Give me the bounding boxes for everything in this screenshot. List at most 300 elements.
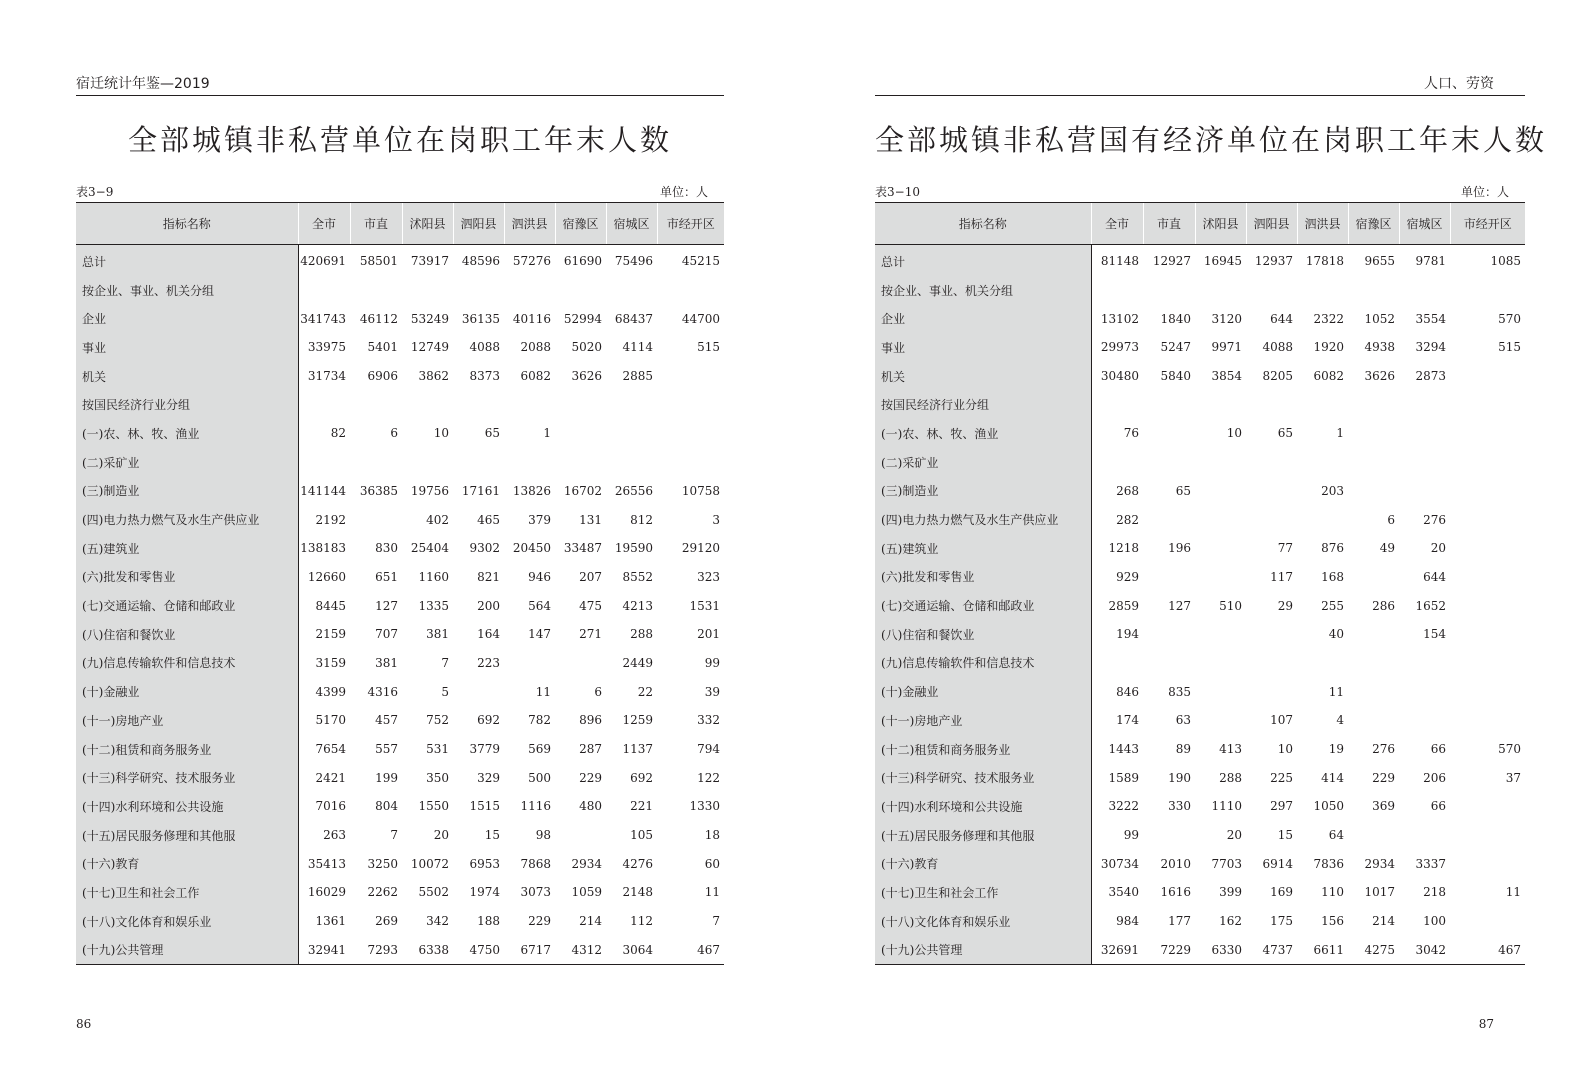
data-cell: 17161 <box>461 483 500 498</box>
table-row <box>875 591 1525 620</box>
data-cell <box>1297 390 1348 419</box>
header-rule <box>875 95 1525 96</box>
data-cell <box>1348 620 1399 649</box>
data-cell: 40 <box>1328 627 1344 642</box>
data-cell: 804 <box>375 799 398 814</box>
data-cell: 53249 <box>410 311 449 326</box>
data-cell: 500 <box>528 770 551 785</box>
unit-label: 单位：人 <box>1461 185 1510 199</box>
column-header: 泗洪县 <box>1297 203 1348 245</box>
data-cell: 207 <box>579 569 602 584</box>
data-cell: 30734 <box>1100 856 1139 871</box>
data-cell <box>1399 821 1450 850</box>
data-cell: 8373 <box>469 369 500 384</box>
data-cell: 206 <box>1423 770 1446 785</box>
data-cell: 32941 <box>298 936 350 965</box>
data-cell: 177 <box>1168 914 1191 929</box>
data-cell: 73917 <box>410 254 449 269</box>
data-cell <box>1246 477 1297 506</box>
data-cell: 200 <box>477 598 500 613</box>
data-cell <box>1091 276 1143 305</box>
data-cell: 475 <box>579 598 602 613</box>
data-cell: 896 <box>579 713 602 728</box>
row-label: (九)信息传输软件和信息技术 <box>76 649 298 678</box>
data-cell: 39 <box>704 684 720 699</box>
data-cell <box>657 362 724 391</box>
data-cell <box>1348 390 1399 419</box>
data-cell: 194 <box>1116 627 1139 642</box>
data-cell: 984 <box>1116 914 1139 929</box>
data-cell: 174 <box>1116 713 1139 728</box>
data-cell: 199 <box>375 770 398 785</box>
unit-label: 单位：人 <box>660 185 709 199</box>
data-cell: 3120 <box>1211 311 1242 326</box>
data-cell: 9781 <box>1415 254 1446 269</box>
data-cell: 20450 <box>512 541 551 556</box>
data-cell: 82 <box>330 426 346 441</box>
data-cell: 61690 <box>563 254 602 269</box>
row-label: 企业 <box>76 304 298 333</box>
data-cell: 288 <box>630 627 653 642</box>
data-cell: 164 <box>477 627 500 642</box>
table-row <box>76 936 724 965</box>
column-header: 宿城区 <box>606 203 657 245</box>
data-cell: 16702 <box>563 483 602 498</box>
data-cell: 2934 <box>1364 856 1395 871</box>
table-row <box>76 276 724 305</box>
row-label: (四)电力热力燃气及水生产供应业 <box>875 505 1091 534</box>
row-label: (十八)文化体育和娱乐业 <box>875 907 1091 936</box>
data-cell: 271 <box>579 627 602 642</box>
data-cell: 6338 <box>402 936 453 965</box>
data-cell: 510 <box>1219 598 1242 613</box>
table-row <box>875 477 1525 506</box>
data-cell: 64 <box>1328 828 1344 843</box>
data-cell: 4088 <box>469 340 500 355</box>
data-cell: 10 <box>1226 426 1242 441</box>
data-cell: 19756 <box>410 483 449 498</box>
data-cell: 457 <box>375 713 398 728</box>
data-cell: 138183 <box>300 541 346 556</box>
data-cell: 156 <box>1321 914 1344 929</box>
data-cell <box>298 448 350 477</box>
data-cell <box>402 276 453 305</box>
data-cell: 3862 <box>418 369 449 384</box>
data-cell: 5020 <box>571 340 602 355</box>
data-cell: 203 <box>1321 483 1344 498</box>
data-cell: 782 <box>528 713 551 728</box>
data-cell: 1017 <box>1364 885 1395 900</box>
data-cell: 229 <box>528 914 551 929</box>
data-cell: 5840 <box>1160 369 1191 384</box>
data-cell: 4399 <box>315 684 346 699</box>
data-cell <box>1195 706 1246 735</box>
data-cell: 288 <box>1219 770 1242 785</box>
table-row <box>76 763 724 792</box>
data-cell: 99 <box>1123 828 1139 843</box>
data-cell: 515 <box>1498 340 1521 355</box>
table-row <box>875 763 1525 792</box>
table-row <box>875 706 1525 735</box>
data-cell <box>1450 390 1525 419</box>
data-cell: 1110 <box>1211 799 1242 814</box>
data-cell: 229 <box>1372 770 1395 785</box>
data-cell: 1059 <box>571 885 602 900</box>
table-header-row <box>875 203 1525 245</box>
data-cell <box>606 419 657 448</box>
table-row <box>76 419 724 448</box>
row-label: (三)制造业 <box>875 477 1091 506</box>
data-cell: 65 <box>1277 426 1293 441</box>
data-cell <box>1143 649 1195 678</box>
data-cell <box>1450 505 1525 534</box>
data-cell <box>1091 649 1143 678</box>
table-title: 全部城镇非私营国有经济单位在岗职工年末人数 <box>875 123 1548 157</box>
data-cell: 12749 <box>410 340 449 355</box>
data-cell: 1443 <box>1108 742 1139 757</box>
data-cell <box>555 649 606 678</box>
row-label: (八)住宿和餐饮业 <box>76 620 298 649</box>
data-cell: 3064 <box>606 936 657 965</box>
data-cell <box>606 390 657 419</box>
data-cell <box>1348 419 1399 448</box>
data-cell <box>1399 448 1450 477</box>
data-cell: 2885 <box>622 369 653 384</box>
data-cell: 4114 <box>622 340 653 355</box>
column-header: 宿城区 <box>1399 203 1450 245</box>
row-label: (十二)租赁和商务服务业 <box>875 735 1091 764</box>
data-cell: 330 <box>1168 799 1191 814</box>
table-row <box>875 245 1525 276</box>
data-cell: 7836 <box>1313 856 1344 871</box>
data-cell: 26556 <box>614 483 653 498</box>
data-cell: 11 <box>704 885 720 900</box>
table-row <box>875 620 1525 649</box>
data-cell <box>1195 276 1246 305</box>
data-cell: 3294 <box>1415 340 1446 355</box>
table-row <box>875 907 1525 936</box>
data-cell <box>1348 821 1399 850</box>
data-cell: 570 <box>1498 742 1521 757</box>
data-cell: 58501 <box>359 254 398 269</box>
data-cell: 570 <box>1498 311 1521 326</box>
data-cell: 1116 <box>520 799 551 814</box>
data-cell: 12927 <box>1152 254 1191 269</box>
data-cell: 8552 <box>622 569 653 584</box>
data-cell <box>298 390 350 419</box>
data-cell: 77 <box>1277 541 1293 556</box>
column-header: 全市 <box>298 203 350 245</box>
table-row <box>76 304 724 333</box>
data-cell: 11 <box>1505 885 1521 900</box>
data-cell: 201 <box>697 627 720 642</box>
data-cell <box>1450 677 1525 706</box>
data-cell: 131 <box>579 512 602 527</box>
data-cell <box>657 419 724 448</box>
column-header: 宿豫区 <box>1348 203 1399 245</box>
data-cell: 1160 <box>418 569 449 584</box>
data-cell: 323 <box>697 569 720 584</box>
data-cell: 369 <box>1372 799 1395 814</box>
data-cell: 1050 <box>1313 799 1344 814</box>
row-label: (十五)居民服务修理和其他服 <box>875 821 1091 850</box>
data-cell: 3554 <box>1415 311 1446 326</box>
data-cell: 162 <box>1219 914 1242 929</box>
column-header: 市经开区 <box>657 203 724 245</box>
data-cell: 68437 <box>614 311 653 326</box>
data-cell <box>1450 563 1525 592</box>
data-cell: 5401 <box>367 340 398 355</box>
row-label: (一)农、林、牧、渔业 <box>875 419 1091 448</box>
data-cell: 229 <box>579 770 602 785</box>
data-cell: 11 <box>535 684 551 699</box>
data-cell: 13826 <box>512 483 551 498</box>
table-row <box>875 390 1525 419</box>
data-cell: 65 <box>484 426 500 441</box>
row-label: 总计 <box>76 245 298 276</box>
data-cell: 110 <box>1321 885 1344 900</box>
table-row <box>76 245 724 276</box>
data-cell: 255 <box>1321 598 1344 613</box>
data-cell: 2148 <box>622 885 653 900</box>
data-cell: 692 <box>477 713 500 728</box>
data-cell: 531 <box>426 742 449 757</box>
data-cell <box>1143 448 1195 477</box>
data-cell <box>1091 448 1143 477</box>
data-cell <box>1195 563 1246 592</box>
data-cell: 1 <box>1336 426 1344 441</box>
data-cell: 821 <box>477 569 500 584</box>
data-cell <box>1195 677 1246 706</box>
row-label: (七)交通运输、仓储和邮政业 <box>76 591 298 620</box>
data-cell: 7293 <box>350 936 402 965</box>
data-cell: 168 <box>1321 569 1344 584</box>
data-cell: 1974 <box>469 885 500 900</box>
table-row <box>875 419 1525 448</box>
row-label: 事业 <box>875 333 1091 362</box>
row-label: 事业 <box>76 333 298 362</box>
data-cell: 60 <box>704 856 720 871</box>
table-row <box>875 534 1525 563</box>
table-row <box>875 792 1525 821</box>
data-cell: 30480 <box>1100 369 1139 384</box>
data-cell <box>1450 821 1525 850</box>
data-cell: 221 <box>630 799 653 814</box>
data-cell: 6611 <box>1297 936 1348 965</box>
data-cell: 707 <box>375 627 398 642</box>
data-cell: 2934 <box>571 856 602 871</box>
data-cell: 569 <box>528 742 551 757</box>
data-cell: 127 <box>375 598 398 613</box>
table-row <box>76 505 724 534</box>
data-cell <box>298 276 350 305</box>
data-cell <box>504 448 555 477</box>
data-cell <box>1450 362 1525 391</box>
data-cell <box>1297 649 1348 678</box>
data-cell <box>1143 419 1195 448</box>
data-cell: 175 <box>1270 914 1293 929</box>
data-cell: 1550 <box>418 799 449 814</box>
data-cell <box>555 390 606 419</box>
data-cell: 1052 <box>1364 311 1395 326</box>
data-cell <box>1195 477 1246 506</box>
data-cell: 20 <box>433 828 449 843</box>
data-cell: 929 <box>1116 569 1139 584</box>
data-cell <box>1348 448 1399 477</box>
data-cell: 830 <box>375 541 398 556</box>
row-label: (十二)租赁和商务服务业 <box>76 735 298 764</box>
data-cell: 10 <box>1277 742 1293 757</box>
table-row <box>76 735 724 764</box>
data-cell <box>1399 677 1450 706</box>
data-cell <box>1450 849 1525 878</box>
data-cell <box>350 390 402 419</box>
row-label: (十七)卫生和社会工作 <box>875 878 1091 907</box>
data-cell: 107 <box>1270 713 1293 728</box>
data-cell: 1589 <box>1108 770 1139 785</box>
table-row <box>875 649 1525 678</box>
data-cell: 4938 <box>1364 340 1395 355</box>
row-label: 按企业、事业、机关分组 <box>76 276 298 305</box>
data-cell: 6717 <box>504 936 555 965</box>
header-rule <box>76 95 724 96</box>
row-label: 按国民经济行业分组 <box>875 390 1091 419</box>
data-cell: 329 <box>477 770 500 785</box>
data-cell: 99 <box>704 655 720 670</box>
data-cell <box>453 677 504 706</box>
data-cell <box>453 390 504 419</box>
data-cell: 1652 <box>1415 598 1446 613</box>
data-cell: 282 <box>1116 512 1139 527</box>
data-cell: 381 <box>426 627 449 642</box>
data-cell: 2192 <box>315 512 346 527</box>
data-cell: 1259 <box>622 713 653 728</box>
data-cell: 413 <box>1219 742 1242 757</box>
data-cell: 1 <box>543 426 551 441</box>
row-label: (十九)公共管理 <box>76 936 298 965</box>
data-cell <box>1450 792 1525 821</box>
data-cell: 399 <box>1219 885 1242 900</box>
data-cell: 420691 <box>300 254 346 269</box>
data-cell <box>402 390 453 419</box>
table-row <box>76 821 724 850</box>
data-cell: 6082 <box>520 369 551 384</box>
data-cell <box>1348 677 1399 706</box>
table-row <box>875 563 1525 592</box>
data-cell: 81148 <box>1100 254 1139 269</box>
table-row <box>76 477 724 506</box>
data-cell: 4088 <box>1262 340 1293 355</box>
data-cell: 17818 <box>1305 254 1344 269</box>
data-cell: 49 <box>1379 541 1395 556</box>
data-cell: 2421 <box>315 770 346 785</box>
row-label: (十四)水利环境和公共设施 <box>76 792 298 821</box>
data-cell: 2010 <box>1160 856 1191 871</box>
data-cell: 4312 <box>555 936 606 965</box>
table-title: 全部城镇非私营单位在岗职工年末人数 <box>127 123 672 157</box>
data-cell: 45215 <box>681 254 720 269</box>
data-cell: 33975 <box>307 340 346 355</box>
data-cell: 4276 <box>622 856 653 871</box>
data-cell <box>1399 477 1450 506</box>
column-header: 泗阳县 <box>1246 203 1297 245</box>
data-cell: 379 <box>528 512 551 527</box>
table-row <box>875 276 1525 305</box>
right-page <box>793 0 1587 1077</box>
data-cell: 225 <box>1270 770 1293 785</box>
data-cell: 286 <box>1372 598 1395 613</box>
row-label: (十六)教育 <box>76 849 298 878</box>
row-label: (六)批发和零售业 <box>76 563 298 592</box>
data-cell: 5170 <box>315 713 346 728</box>
data-cell <box>504 649 555 678</box>
data-cell: 29120 <box>681 541 720 556</box>
table-row <box>76 563 724 592</box>
column-header: 全市 <box>1091 203 1143 245</box>
table-row <box>875 735 1525 764</box>
table-row <box>76 591 724 620</box>
data-cell: 350 <box>426 770 449 785</box>
statistics-table <box>76 202 724 965</box>
data-cell: 6914 <box>1262 856 1293 871</box>
row-label: (三)制造业 <box>76 477 298 506</box>
data-cell <box>657 276 724 305</box>
data-cell: 218 <box>1423 885 1446 900</box>
data-cell: 16945 <box>1203 254 1242 269</box>
data-cell: 13102 <box>1100 311 1139 326</box>
data-cell: 75496 <box>614 254 653 269</box>
data-cell: 117 <box>1270 569 1293 584</box>
data-cell: 752 <box>426 713 449 728</box>
row-label: (十一)房地产业 <box>76 706 298 735</box>
data-cell: 6 <box>390 426 398 441</box>
data-cell: 465 <box>477 512 500 527</box>
data-cell: 3222 <box>1108 799 1139 814</box>
data-cell: 8205 <box>1262 369 1293 384</box>
data-cell: 154 <box>1423 627 1446 642</box>
data-cell <box>1246 677 1297 706</box>
data-cell <box>1195 649 1246 678</box>
data-cell: 276 <box>1372 742 1395 757</box>
data-cell: 37 <box>1505 770 1521 785</box>
data-cell: 3073 <box>520 885 551 900</box>
data-cell: 19590 <box>614 541 653 556</box>
data-cell: 1361 <box>315 914 346 929</box>
data-cell <box>1143 563 1195 592</box>
column-header: 沭阳县 <box>402 203 453 245</box>
table-row <box>76 907 724 936</box>
data-cell: 5247 <box>1160 340 1191 355</box>
table-row <box>76 677 724 706</box>
data-cell: 12660 <box>307 569 346 584</box>
data-cell: 105 <box>630 828 653 843</box>
data-cell: 63 <box>1175 713 1191 728</box>
data-cell <box>504 390 555 419</box>
data-cell: 141144 <box>300 483 346 498</box>
data-cell: 341743 <box>300 311 346 326</box>
row-label: (十七)卫生和社会工作 <box>76 878 298 907</box>
data-cell: 269 <box>375 914 398 929</box>
data-cell <box>1297 276 1348 305</box>
row-label: (八)住宿和餐饮业 <box>875 620 1091 649</box>
data-cell: 100 <box>1423 914 1446 929</box>
data-cell: 381 <box>375 655 398 670</box>
data-cell <box>657 390 724 419</box>
table-row <box>76 649 724 678</box>
data-cell: 18 <box>704 828 720 843</box>
data-cell: 3626 <box>571 369 602 384</box>
data-cell <box>1143 276 1195 305</box>
